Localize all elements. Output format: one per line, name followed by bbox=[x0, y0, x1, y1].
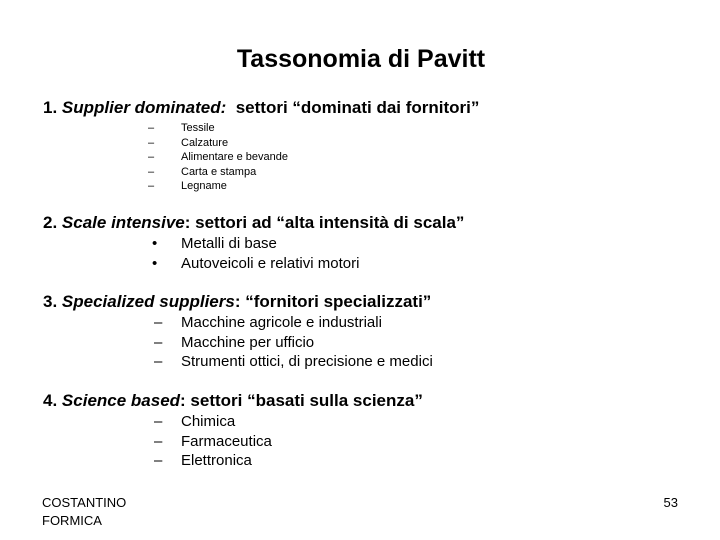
bullet-marker: • bbox=[152, 235, 158, 252]
list-item-label: Farmaceutica bbox=[181, 432, 272, 450]
section-heading-scale-intensive bbox=[43, 213, 464, 233]
list-item bbox=[154, 432, 272, 452]
section-heading-specialized-suppliers bbox=[43, 292, 431, 312]
dash-marker: – bbox=[148, 136, 155, 149]
list-item bbox=[148, 165, 288, 180]
list-item-label: Calzature bbox=[181, 136, 229, 149]
list-item bbox=[148, 121, 288, 136]
list-item bbox=[154, 313, 433, 333]
list-item-label: Macchine agricole e industriali bbox=[181, 314, 382, 331]
dash-marker: – bbox=[148, 165, 155, 178]
list-item bbox=[154, 333, 433, 353]
dash-marker: – bbox=[148, 122, 155, 134]
author-line: FORMICA bbox=[42, 513, 102, 528]
section-items-specialized-suppliers bbox=[154, 313, 433, 372]
list-item-label: Autoveicoli e relativi motori bbox=[181, 254, 360, 272]
list-item bbox=[154, 412, 272, 432]
list-item-label: Tessile bbox=[181, 122, 215, 134]
list-item-label: Legname bbox=[181, 180, 227, 192]
page-number: 53 bbox=[663, 495, 678, 510]
list-item-label: Elettronica bbox=[181, 452, 252, 469]
section-items-scale-intensive bbox=[152, 234, 360, 273]
section-description: : “fornitori specializzati” bbox=[234, 292, 432, 311]
section-items-supplier-dominated bbox=[148, 121, 289, 194]
list-item bbox=[148, 150, 289, 165]
dash-marker: – bbox=[148, 151, 155, 163]
section-number: 4. bbox=[43, 391, 58, 410]
dash-marker: – bbox=[154, 432, 163, 450]
author-line: COSTANTINO bbox=[42, 495, 127, 510]
section-heading-science-based bbox=[43, 391, 423, 411]
section-name: Scale intensive bbox=[61, 213, 185, 232]
dash-marker: – bbox=[154, 314, 163, 331]
dash-marker: – bbox=[154, 452, 163, 469]
dash-marker: – bbox=[154, 333, 163, 351]
section-description: : settori ad “alta intensità di scala” bbox=[184, 213, 465, 232]
list-item bbox=[154, 451, 272, 471]
section-description: : settori “basati sulla scienza” bbox=[180, 391, 423, 410]
list-item-label: Chimica bbox=[181, 413, 236, 430]
section-items-science-based bbox=[154, 412, 272, 471]
section-number: 2. bbox=[43, 213, 58, 232]
list-item bbox=[148, 179, 288, 194]
list-item bbox=[148, 136, 288, 151]
section-number: 1. bbox=[43, 98, 58, 117]
footer-author bbox=[42, 494, 126, 530]
section-name: Supplier dominated: bbox=[61, 98, 227, 117]
section-number: 3. bbox=[43, 292, 58, 311]
list-item bbox=[152, 234, 359, 254]
list-item bbox=[154, 352, 433, 372]
list-item-label: Metalli di base bbox=[181, 235, 277, 252]
list-item-label: Carta e stampa bbox=[181, 165, 257, 178]
list-item-label: Alimentare e bevande bbox=[181, 151, 289, 163]
section-heading-supplier-dominated bbox=[43, 98, 479, 118]
list-item-label: Macchine per ufficio bbox=[181, 333, 315, 351]
list-item-label: Strumenti ottici, di precisione e medici bbox=[181, 353, 433, 370]
dash-marker: – bbox=[154, 413, 163, 430]
bullet-marker: • bbox=[152, 254, 158, 272]
section-name: Science based bbox=[61, 391, 181, 410]
slide-title: Tassonomia di Pavitt bbox=[236, 45, 486, 73]
dash-marker: – bbox=[154, 353, 163, 370]
section-description: settori “dominati dai fornitori” bbox=[235, 98, 480, 117]
section-name: Specialized suppliers bbox=[61, 292, 235, 311]
dash-marker: – bbox=[148, 180, 155, 192]
list-item bbox=[152, 254, 360, 274]
